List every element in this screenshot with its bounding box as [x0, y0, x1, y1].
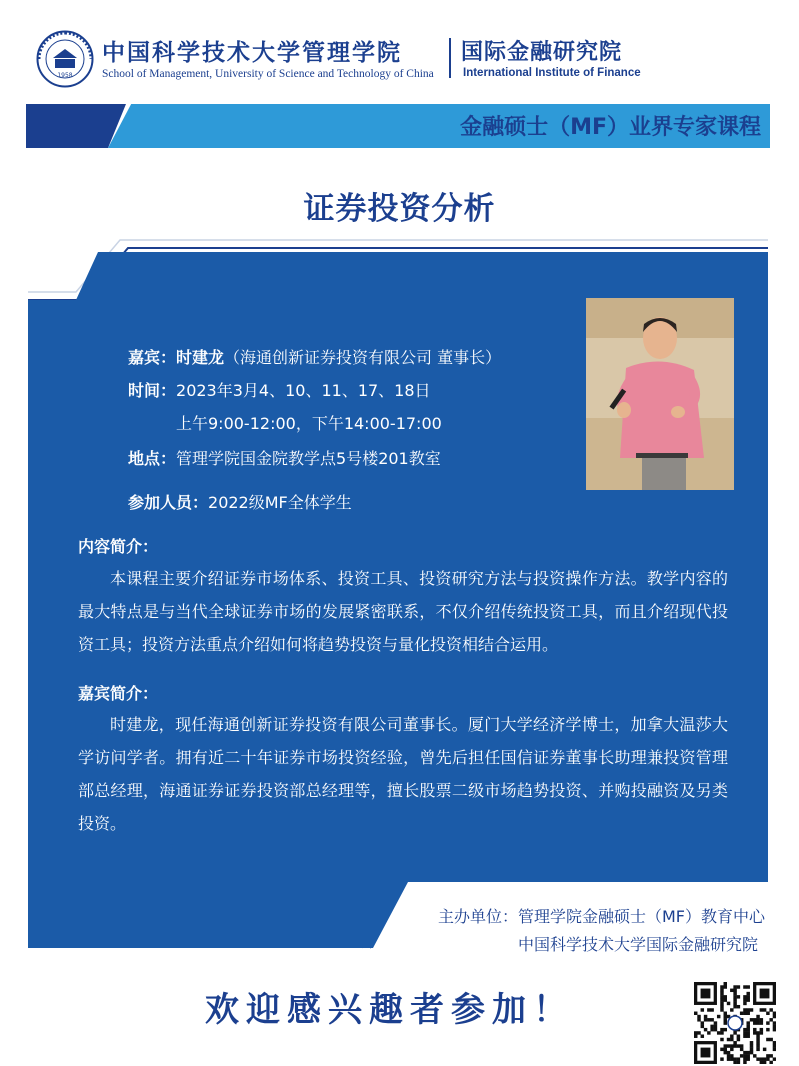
location-line: [128, 446, 441, 469]
guest-line: [128, 345, 501, 368]
guest-label: 嘉宾：: [128, 348, 177, 367]
school-name-en: School of Management, University of Science and Technology of China: [102, 68, 434, 80]
guest-name: 时建龙: [176, 348, 225, 367]
location-value: 管理学院国金院教学点5号楼201教室: [176, 449, 441, 468]
qr-code[interactable]: [694, 982, 776, 1064]
header-divider: [449, 38, 451, 78]
guest-affiliation: （海通创新证券投资有限公司 董事长）: [224, 348, 502, 367]
content-intro-text: 本课程主要介绍证券市场体系、投资工具、投资研究方法与投资操作方法。教学内容的最大特点是与当代全球证券市场的发展紧密联系，不仅介绍传统投资工具，而且介绍现代投资工具；投资方法重点介绍如何将趋势投资与量化投资相结合运用。: [78, 569, 728, 654]
school-name-cn: 中国科学技术大学管理学院: [102, 39, 402, 66]
participants-label: 参加人员：: [128, 493, 209, 512]
participants-line: [128, 490, 352, 513]
school-seal-logo: [36, 30, 94, 88]
guest-intro-heading: 嘉宾简介：: [78, 684, 159, 703]
organizer-line-1: 主办单位：管理学院金融硕士（MF）教育中心: [437, 907, 765, 926]
seal-year: 1958: [57, 72, 73, 79]
location-label: 地点：: [128, 449, 177, 468]
course-title: 证券投资分析: [303, 191, 496, 227]
time-label: 时间：: [128, 381, 177, 400]
time-line: [128, 378, 431, 401]
time-hours: 上午9:00-12:00，下午14:00-17:00: [176, 414, 442, 433]
institute-name-en: International Institute of Finance: [463, 67, 641, 79]
welcome-slogan: 欢迎感兴趣者参加！: [205, 990, 574, 1030]
guest-intro-text: 时建龙，现任海通创新证券投资有限公司董事长。厦门大学经济学博士，加拿大温莎大学访问学者。拥有近二十年证券市场投资经验，曾先后担任国信证券董事长助理兼投资管理部总经理，海通证券证券投资部总经理等，擅长股票二级市场趋势投资、并购投融资及另类投资。: [78, 715, 728, 833]
institute-name-cn: 国际金融研究院: [461, 40, 623, 65]
program-title: 金融硕士（MF）业界专家课程: [460, 115, 761, 140]
organizer-line-2: 中国科学技术大学国际金融研究院: [517, 935, 758, 954]
speaker-photo: [586, 298, 734, 490]
time-dates: 2023年3月4、10、11、17、18日: [176, 381, 431, 400]
participants-value: 2022级MF全体学生: [208, 493, 352, 512]
content-intro-heading: 内容简介：: [78, 537, 159, 556]
